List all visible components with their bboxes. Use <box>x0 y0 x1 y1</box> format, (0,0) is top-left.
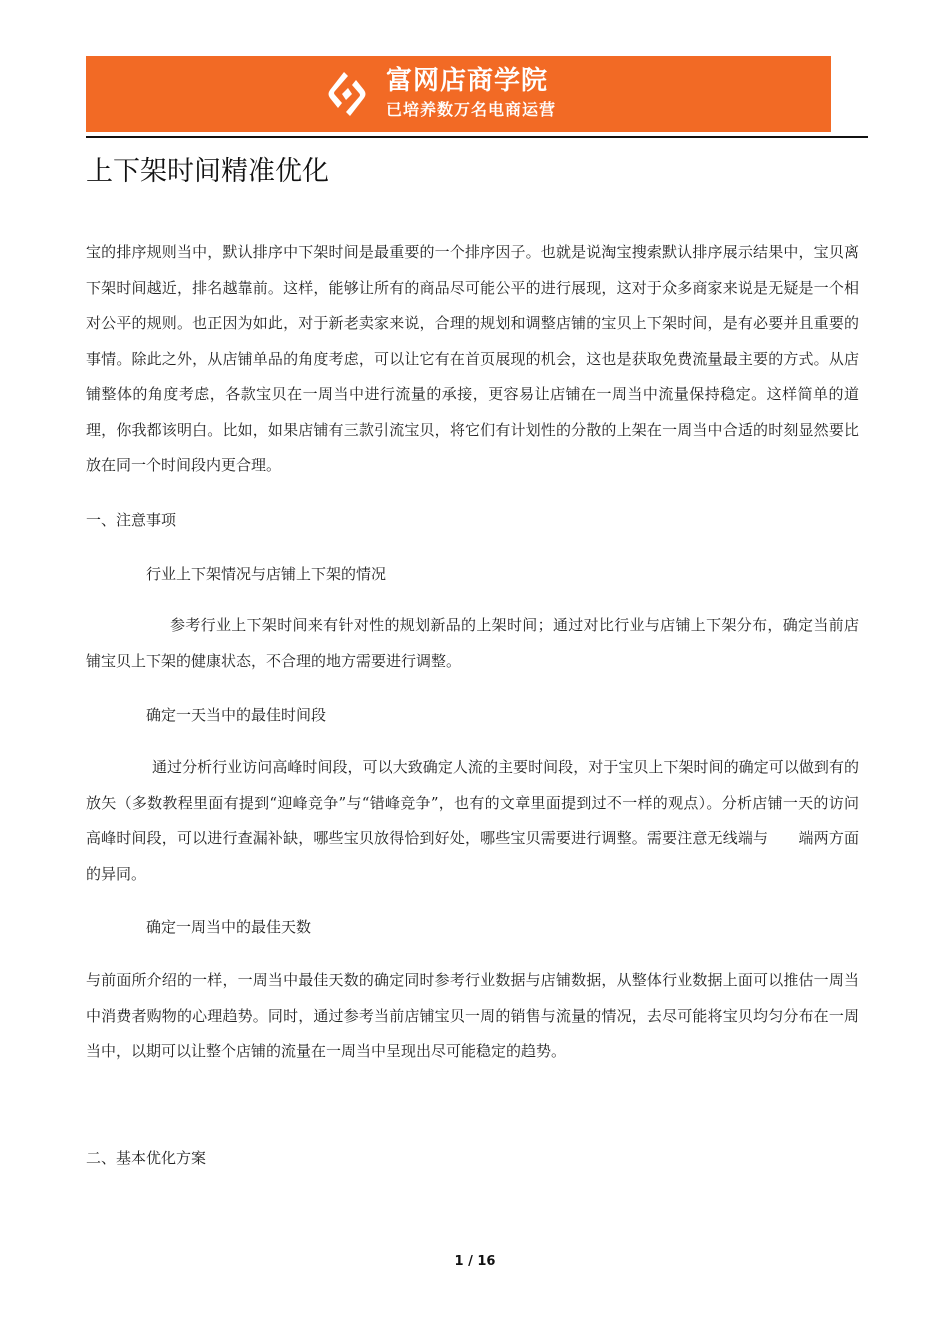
brand-name: 富网店商学院 <box>386 66 549 96</box>
paragraph-industry-vs-store: 参考行业上下架时间来有针对性的规划新品的上架时间；通过对比行业与店铺上下架分布，确定当前店铺宝贝上下架的健康状态，不合理的地方需要进行调整。 <box>86 616 859 670</box>
brand-slogan: 已培养数万名电商运营 <box>386 100 557 119</box>
header-divider <box>86 136 868 138</box>
header-banner <box>86 56 831 132</box>
paragraph-best-time-of-day: 通过分析行业访问高峰时间段，可以大致确定人流的主要时间段，对于宝贝上下架时间的确定可以做到有的放矢（多数教程里面有提到“迎峰竞争”与“错峰竞争”，也有的文章里面提到过不一样的观点）。分析店铺一天的访问高峰时间段，可以进行查漏补缺，哪些宝贝放得恰到好处，哪些宝贝需要进行调整。需要注意无线端与 端两方面的异同。 <box>86 758 859 883</box>
brand-logo-icon <box>322 68 372 120</box>
page-title: 上下架时间精准优化 <box>86 156 329 187</box>
section1-heading: 一、注意事项 <box>86 511 177 529</box>
paragraph-best-days-of-week: 与前面所介绍的一样，一周当中最佳天数的确定同时参考行业数据与店铺数据，从整体行业数据上面可以推估一周当中消费者购物的心理趋势。同时，通过参考当前店铺宝贝一周的销售与流量的情况，去尽可能将宝贝均匀分布在一周当中，以期可以让整个店铺的流量在一周当中呈现出尽可能稳定的趋势。 <box>86 971 859 1060</box>
subheading-best-time-of-day: 确定一天当中的最佳时间段 <box>146 706 327 724</box>
section2-heading: 二、基本优化方案 <box>86 1149 207 1167</box>
intro-paragraph: 宝的排序规则当中，默认排序中下架时间是最重要的一个排序因子。也就是说淘宝搜索默认排序展示结果中，宝贝离下架时间越近，排名越靠前。这样，能够让所有的商品尽可能公平的进行展现，这对于众多商家来说是无疑是一个相对公平的规则。也正因为如此，对于新老卖家来说，合理的规划和调整店铺的宝贝上下架时间，是有必要并且重要的事情。除此之外，从店铺单品的角度考虑，可以让它有在首页展现的机会，这也是获取免费流量最主要的方式。从店铺整体的角度考虑，各款宝贝在一周当中进行流量的承接，更容易让店铺在一周当中流量保持稳定。这样简单的道理，你我都该明白。比如，如果店铺有三款引流宝贝，将它们有计划性的分散的上架在一周当中合适的时刻显然要比放在同一个时间段内更合理。 <box>86 243 859 474</box>
subheading-best-days-of-week: 确定一周当中的最佳天数 <box>146 918 312 936</box>
page-number: 1 / 16 <box>454 1254 496 1269</box>
subheading-industry-vs-store: 行业上下架情况与店铺上下架的情况 <box>146 565 387 583</box>
